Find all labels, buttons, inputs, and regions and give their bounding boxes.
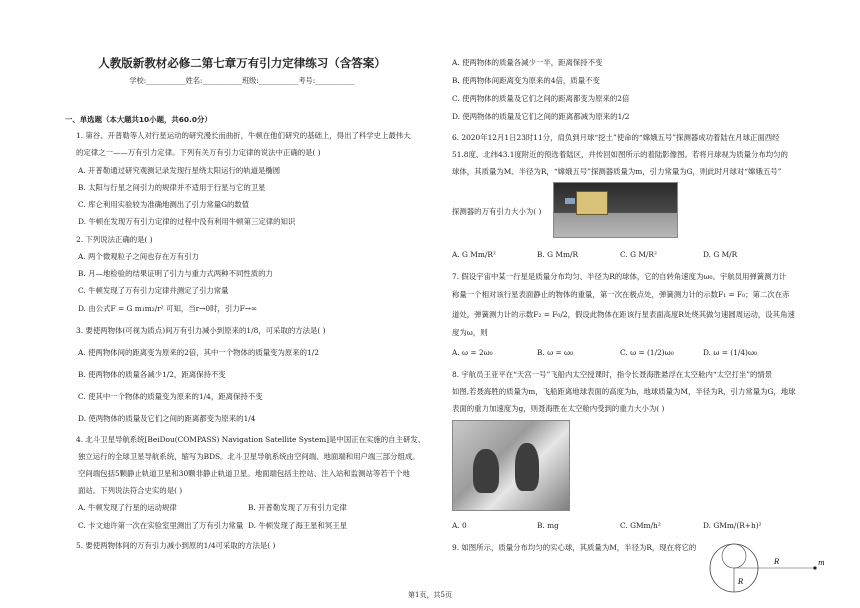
q2-option-b: B. 月—地检验的结果证明了引力与重力式两种不同性质的力 xyxy=(78,269,273,278)
q3-option-c: C. 使其中一个物体的质量变为原来的1/4，距离保持不变 xyxy=(78,392,263,401)
q2-option-c: C. 牛顿发现了万有引力定律并测定了引力常量 xyxy=(78,286,229,295)
moon-landing-photo xyxy=(553,182,678,238)
q4-option-a: A. 牛顿发现了行星的运动规律 xyxy=(78,503,177,512)
q4-line1: 4. 北斗卫星导航系统[BeiDou(COMPASS) Navigation Satellite System]是中国正在实施的自主研发、 xyxy=(76,435,426,444)
q1-option-a: A. 开普勒通过研究观测记录发现行星绕太阳运行的轨道是椭圆 xyxy=(78,166,281,175)
q4-line4: 面站。下列说法符合史实的是( ) xyxy=(78,486,183,495)
q7-line4: 度为ω，则 xyxy=(452,328,488,337)
q4-option-d: D. 牛顿发现了海王星和冥王星 xyxy=(248,521,348,530)
q3-option-b: B. 使两物体的质量各减少1/2，距离保持不变 xyxy=(78,370,226,379)
q6-option-a: A. G Mm/R² xyxy=(452,250,496,259)
q8-line3: 表面的重力加速度为g，则聂海胜在太空舱内受到的重力大小为( ) xyxy=(452,404,665,413)
lander-figure xyxy=(576,191,608,215)
q5-option-d: D. 使两物体的质量及它们之间的距离都减为原来的1/2 xyxy=(452,112,630,121)
q4-option-c: C. 卡文迪许第一次在实验室里测出了万有引力常量 xyxy=(78,521,244,530)
q7-option-d: D. ω = (1/4)ω₀ xyxy=(703,348,757,357)
q7-line2: 称量一个相对该行星表面静止的物体的重量，第一次在极点处，弹簧测力计的示数F₁ = F₀；第二次在赤 xyxy=(452,290,790,299)
q2-option-a: A. 两个微观粒子之间也存在万有引力 xyxy=(78,252,199,261)
student-info-line: 学校:___________姓名:___________班级:___________考号:___________ xyxy=(129,76,355,85)
page-footer: 第1页，共5页 xyxy=(408,591,452,599)
q6-option-b: B. G Mm/R xyxy=(537,250,579,259)
q9-stem: 9. 如图所示，质量分布均匀的实心球，其质量为M，半径为R，现在将它的 xyxy=(452,543,697,552)
mass-point xyxy=(813,566,816,569)
q6-line1: 6. 2020年12月1日23时11分，肩负到月球“挖土”使命的“嫦娥五号”探测器成功着陆在月球正面西经 xyxy=(452,133,780,142)
q6-tail: 探测器的万有引力大小为( ) xyxy=(452,207,542,216)
page-title: 人教版新教材必修二第七章万有引力定律练习（含答案） xyxy=(98,56,386,70)
q1-option-b: B. 太阳与行星之间引力的规律并不适用于行星与它的卫星 xyxy=(78,183,266,192)
q3-option-d: D. 使两物体的质量及它们之间的距离都变为原来的1/4 xyxy=(78,414,256,423)
diagram-label-m: m xyxy=(818,559,825,567)
q6-option-d: D. G M/R xyxy=(703,250,738,259)
q2-option-d: D. 由公式F = G m₁m₂/r² 可知，当r→0时，引力F→∞ xyxy=(78,304,258,313)
cavity-outline xyxy=(722,544,746,568)
q8-option-a: A. 0 xyxy=(452,521,467,530)
q7-line1: 7. 假设宇宙中某一行星是质量分布均匀、半径为R的球体，它的自转角速度为ω₀。宇航员用弹簧测力计 xyxy=(452,272,787,281)
q6-line3: 球体，其质量为M、半径为R，“嫦娥五号”探测器质量为m，引力常量为G，则此时月球对“嫦娥五号” xyxy=(452,167,782,176)
q4-line3: 空间端包括5颗静止轨道卫星和30颗非静止轨道卫星。地面端包括主控站、注入站和监测站等若干个地 xyxy=(78,469,410,478)
q4-option-b: B. 开普勒发现了万有引力定律 xyxy=(248,503,347,512)
q8-line1: 8. 宇航员王亚平在“天宫一号”飞船内太空授课时，指令长聂海胜悬浮在太空舱内“太空打坐”的情景 xyxy=(452,370,773,379)
q8-option-d: D. GMm/(R+h)² xyxy=(703,521,762,530)
q6-line2: 51.8度、北纬43.1度附近的预选着陆区，并传回如图所示的着陆影像图。若将月球视为质量分布均匀的 xyxy=(452,150,788,159)
q5-option-b: B. 使两物体间距离变为原来的4倍，质量不变 xyxy=(452,76,600,85)
q1-option-d: D. 牛顿在发现万有引力定律的过程中没有利用牛顿第三定律的知识 xyxy=(78,217,296,226)
q8-line2: 如图,若聂海胜的质量为m，飞船距离地球表面的高度为h，地球质量为M，半径为R，引力常量为G，地球 xyxy=(452,387,796,396)
diagram-label-r: R xyxy=(774,558,780,566)
astronaut-figure xyxy=(515,443,539,491)
q5-option-a: A. 使两物体的质量各减少一半，距离保持不变 xyxy=(452,58,603,67)
q3-stem: 3. 要使两物体(可视为质点)间万有引力减小到原来的1/8，可采取的方法是( ) xyxy=(76,326,326,335)
q7-line3: 道处，弹簧测力计的示数F₂ = F₀/2，假设此物体在距该行星表面高度R处绕其做匀速圆周运动，设其角速 xyxy=(452,310,795,319)
astronaut-figure xyxy=(473,449,499,493)
q8-option-b: B. mg xyxy=(537,521,559,530)
section-heading: 一、单选题（本大题共10小题，共60.0分） xyxy=(65,115,212,124)
q7-option-c: C. ω = (1/2)ω₀ xyxy=(620,348,674,357)
q1-option-c: C. 库仑利用实验较为准确地测出了引力常量G的数值 xyxy=(78,200,250,209)
q1-stem-line2: 的定律之一——万有引力定律。下列有关万有引力定律的说法中正确的是( ) xyxy=(76,148,321,157)
q7-option-a: A. ω = 2ω₀ xyxy=(452,348,493,357)
sphere-diagram xyxy=(690,538,830,596)
q3-option-a: A. 使两物体间的距离变为原来的2倍，其中一个物体的质量变为原来的1/2 xyxy=(78,348,319,357)
q5-stem: 5. 要使两物体间的万有引力减小到原的1/4可采取的方法是( ) xyxy=(76,541,276,550)
q2-stem: 2. 下列说法正确的是( ) xyxy=(76,235,153,244)
q5-option-c: C. 使两物体的质量及它们之间的距离都变为原来的2倍 xyxy=(452,94,630,103)
q6-option-c: C. G M/R² xyxy=(620,250,657,259)
space-station-photo xyxy=(452,420,570,511)
q4-line2: 独立运行的全球卫星导航系统，缩写为BDS。北斗卫星导航系统由空间端、地面端和用户端三部分组成。 xyxy=(78,452,420,461)
diagram-label-r2: R xyxy=(738,578,744,586)
q8-option-c: C. GMm/h² xyxy=(620,521,661,530)
q7-option-b: B. ω = ω₀ xyxy=(537,348,574,357)
q1-stem-line1: 1. 第谷、开普勒等人对行星运动的研究漫长而曲折，牛顿在他们研究的基础上，得出了科学史上最伟大 xyxy=(76,131,411,140)
